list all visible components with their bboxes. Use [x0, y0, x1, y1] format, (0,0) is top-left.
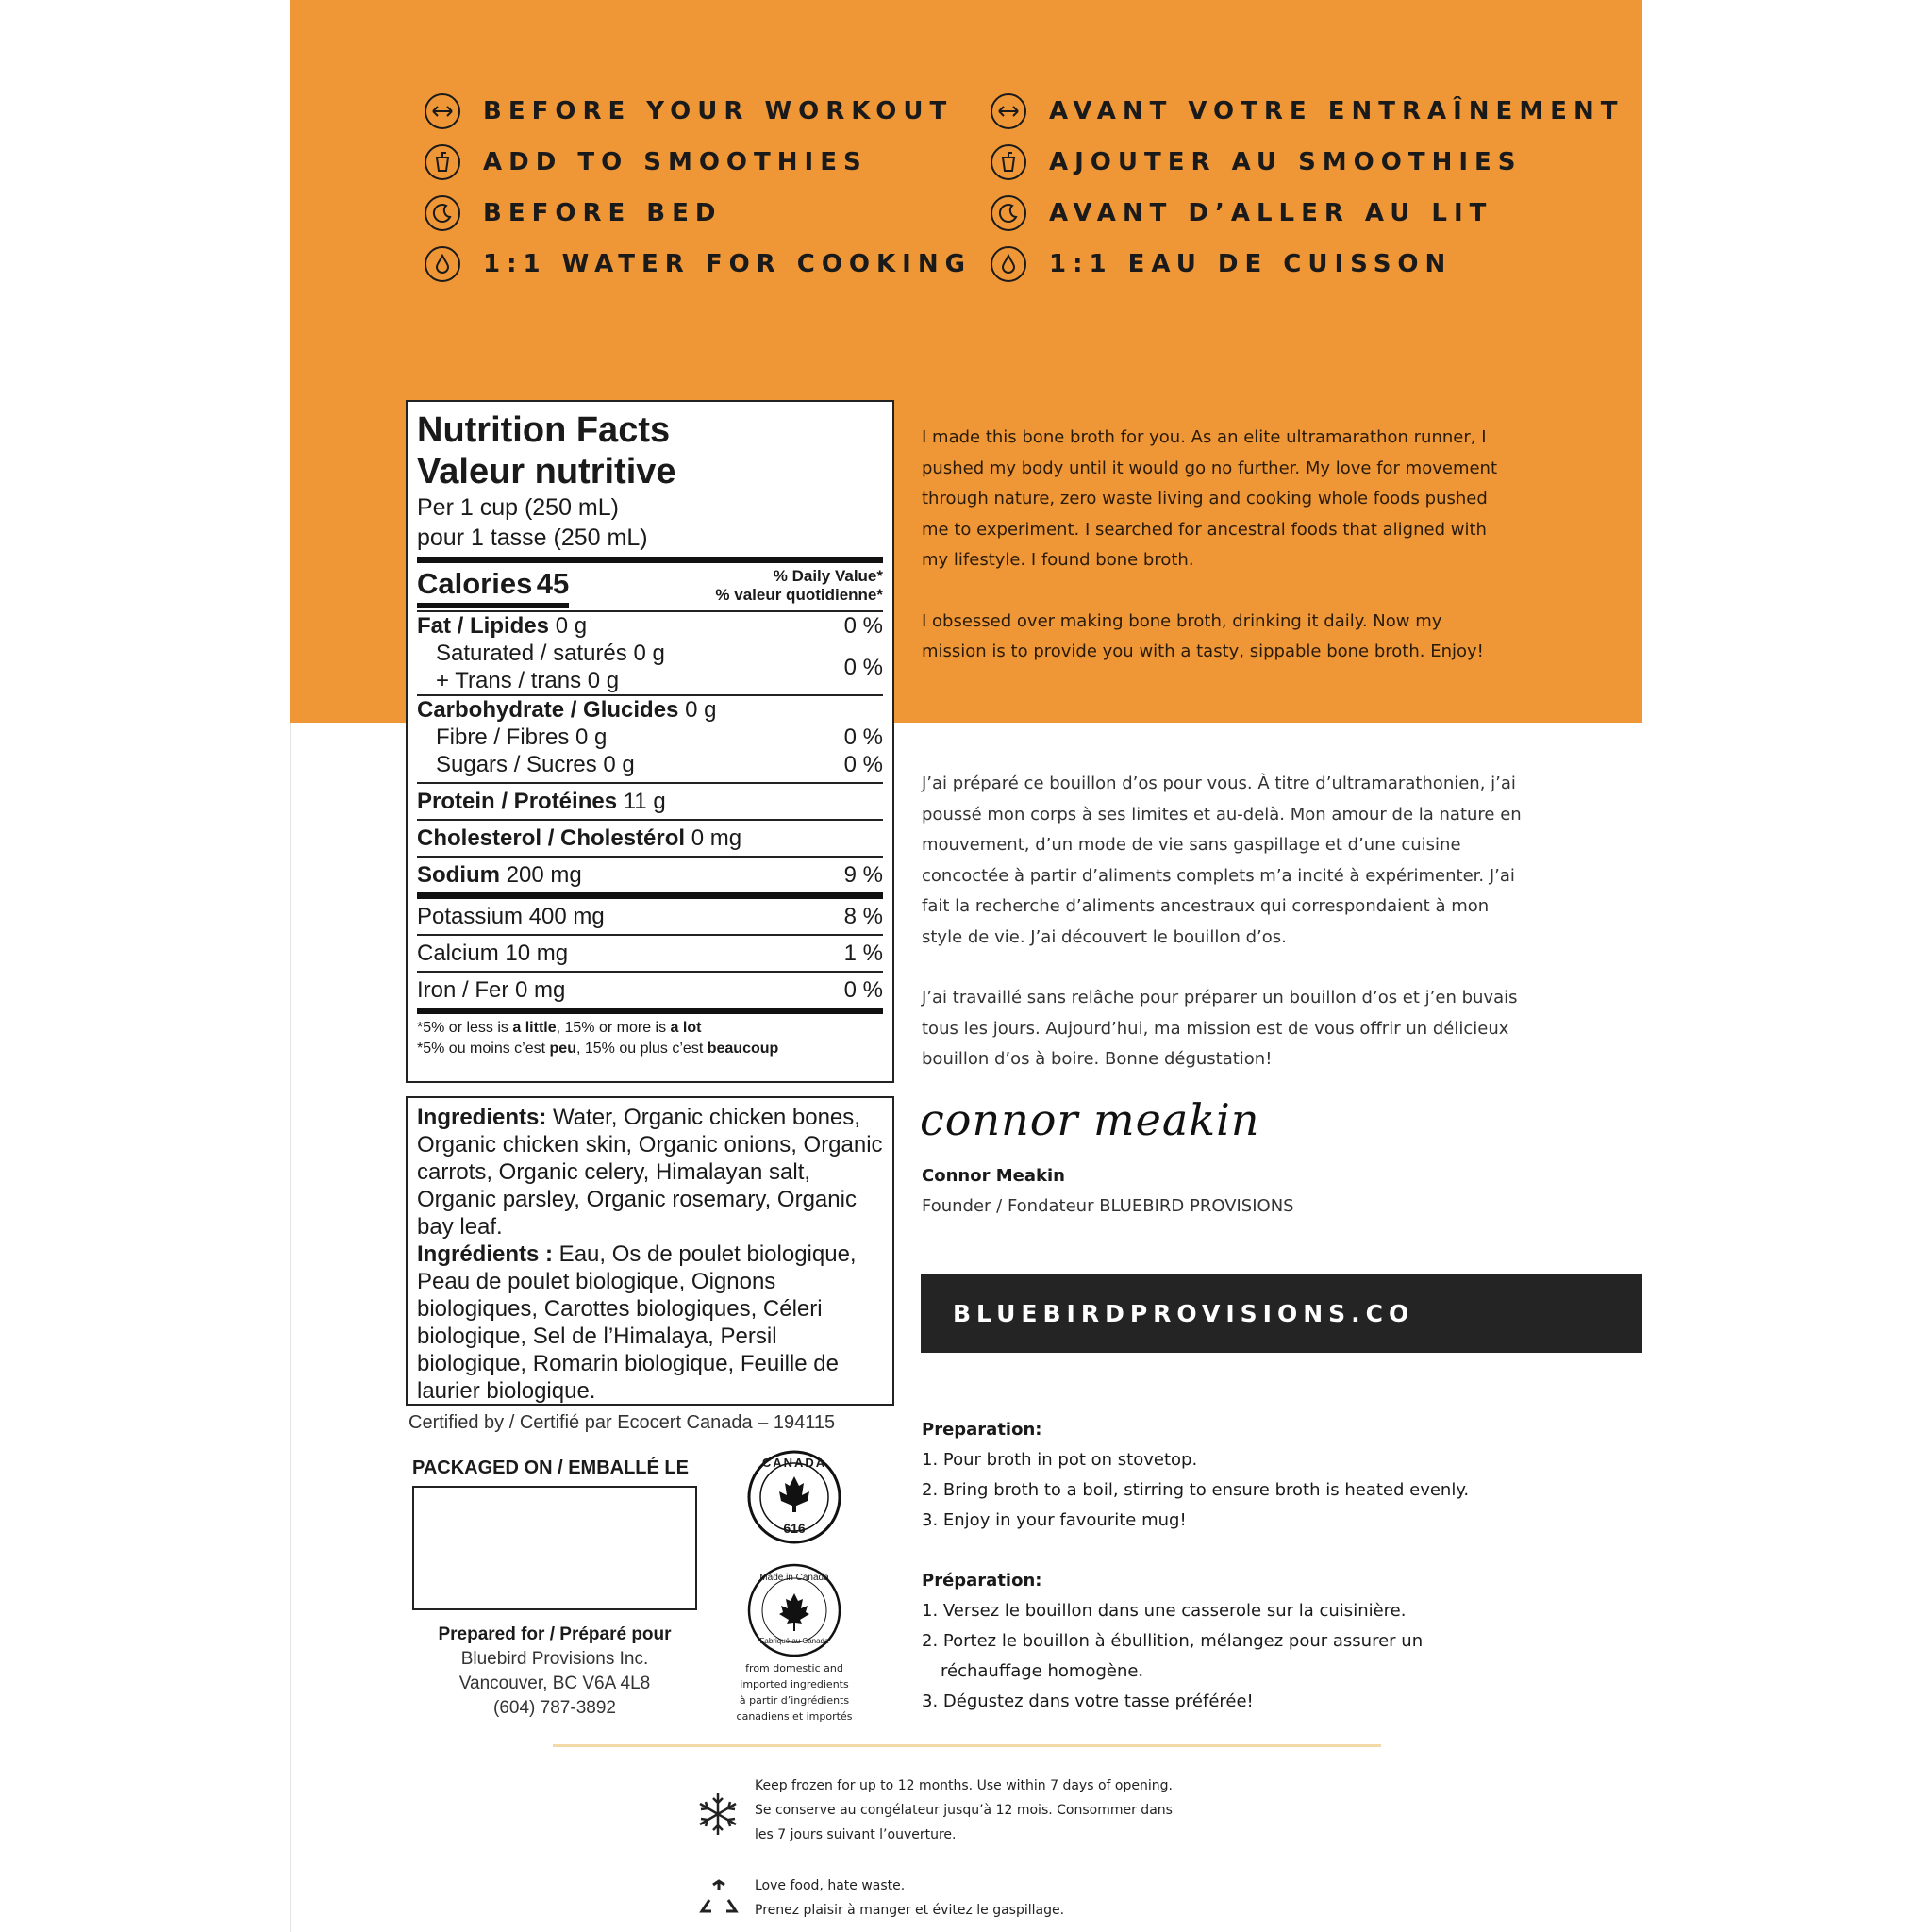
sodium-row: Sodium 200 mg 9 % — [417, 862, 883, 888]
storage-text: Keep frozen for up to 12 months. Use within 7 days of opening. Se conserve au congélateur jusqu’à 12 mois. Consommer dans les 7 jours suivant l’ouverture. — [755, 1778, 1173, 1842]
nutrition-title-fr: Valeur nutritive — [417, 452, 676, 491]
cholesterol-row: Cholesterol / Cholestérol 0 mg — [417, 825, 742, 851]
saturated-trans-row: Saturated / saturés 0 g + Trans / trans 0 g 0 % — [436, 641, 883, 693]
calories-value: 45 — [536, 567, 570, 600]
waste-text: Love food, hate waste. Prenez plaisir à manger et évitez le gaspillage. — [755, 1878, 1065, 1918]
packaged-date-box — [412, 1486, 697, 1610]
arrows-icon — [425, 93, 460, 129]
smoothie-cup-icon — [991, 144, 1026, 180]
usage-item-cooking-en: 1:1 WATER FOR COOKING — [425, 243, 972, 285]
iron-row: Iron / Fer 0 mg 0 % — [417, 977, 883, 1003]
certification-text: Certified by / Certifié par Ecocert Canada – 194115 — [408, 1412, 836, 1433]
daily-value-header-fr: % valeur quotidienne* — [715, 586, 883, 604]
founder-name: Connor Meakin — [922, 1166, 1065, 1186]
founder-title: Founder / Fondateur BLUEBIRD PROVISIONS — [922, 1196, 1294, 1216]
preparation-fr: Préparation: 1. Versez le bouillon dans une casserole sur la cuisinière. 2. Portez le bouillon à ébullition, mélangez pour assurer un réchauffage homogène. 3. Dégustez dans votre tasse préférée! — [922, 1571, 1424, 1711]
daily-value-footnote: *5% or less is a little, 15% or more is a lot *5% ou moins c’est peu, 15% ou plus c’est beaucoup — [417, 1020, 779, 1057]
nutrition-facts-table — [406, 400, 894, 1083]
calories-row — [417, 567, 883, 605]
fibre-row: Fibre / Fibres 0 g 0 % — [436, 724, 883, 750]
usage-item-smoothies-fr: AJOUTER AU SMOOTHIES — [991, 142, 1523, 183]
smoothie-cup-icon — [425, 144, 460, 180]
serving-size-fr: pour 1 tasse (250 mL) — [417, 525, 648, 551]
protein-row: Protein / Protéines 11 g — [417, 789, 666, 814]
divider-thick — [417, 557, 883, 563]
arrows-icon — [991, 93, 1026, 129]
founder-signature: connor meakin — [920, 1094, 1260, 1145]
recycle-icon — [698, 1877, 740, 1924]
water-drop-icon — [991, 246, 1026, 282]
usage-item-cooking-fr: 1:1 EAU DE CUISSON — [991, 243, 1452, 285]
ingredients-en: Ingredients: Water, Organic chicken bones, Organic chicken skin, Organic onions, Organic carrots, Organic celery, Himalayan salt, Organic parsley, Organic rosemary, Organic bay leaf. — [417, 1105, 883, 1240]
moon-icon — [425, 195, 460, 231]
prepared-for-block: Prepared for / Préparé pour Bluebird Provisions Inc. Vancouver, BC V6A 4L8 (604) 787-3892 — [438, 1624, 672, 1718]
founder-story-fr: J’ai préparé ce bouillon d’os pour vous. À titre d’ultramarathonien, j’ai poussé mon corps à ses limites et au-delà. Mon amour de la nature en mouvement, d’un mode de vie sans gaspillage et d’une cuisine concoctée à partir d’aliments complets m’a incité à expérimenter. J’ai fait la recherche d’aliments ancestraux qui correspondaient à mon style de vie. J’ai découvert le bouillon d’os. J’ai travaillé sans relâche pour préparer un bouillon d’os et j’en buvais tous les jours. Aujourd’hui, ma mission est de vous offrir un délicieux bouillon d’os à boire. Bonne dégustation! — [922, 774, 1522, 1069]
moon-icon — [991, 195, 1026, 231]
usage-item-smoothies-en: ADD TO SMOOTHIES — [425, 142, 868, 183]
packaged-on-label: PACKAGED ON / EMBALLÉ LE — [412, 1457, 689, 1478]
usage-item-bed-en: BEFORE BED — [425, 192, 722, 234]
made-in-canada-badge: Made in Canada Fabriqué au Canada — [745, 1561, 843, 1659]
potassium-row: Potassium 400 mg 8 % — [417, 904, 883, 929]
canada-organic-badge: CANADA 616 — [745, 1448, 843, 1546]
sugars-row: Sugars / Sucres 0 g 0 % — [436, 752, 883, 777]
calcium-row: Calcium 10 mg 1 % — [417, 941, 883, 966]
snowflake-icon — [694, 1790, 741, 1842]
water-drop-icon — [425, 246, 460, 282]
fat-row: Fat / Lipides 0 g 0 % — [417, 613, 883, 639]
daily-value-header-en: % Daily Value* — [773, 567, 883, 585]
serving-size-en: Per 1 cup (250 mL) — [417, 494, 619, 521]
ingredients-fr: Ingrédients : Eau, Os de poulet biologique, Peau de poulet biologique, Oignons biologiques, Carottes biologiques, Céleri biologique, Sel de l’Himalaya, Persil biologique, Romarin biologique, Feuille de laurier biologique. — [417, 1241, 857, 1404]
carbohydrate-row: Carbohydrate / Glucides 0 g — [417, 697, 717, 723]
preparation-en: Preparation: 1. Pour broth in pot on stovetop. 2. Bring broth to a boil, stirring to ensure broth is heated evenly. 3. Enjoy in your favourite mug! — [922, 1420, 1470, 1530]
section-divider — [553, 1744, 1381, 1747]
usage-item-bed-fr: AVANT D’ALLER AU LIT — [991, 192, 1492, 234]
calories-label: Calories — [417, 567, 533, 600]
ingredients-box — [406, 1096, 894, 1406]
usage-item-workout-fr: AVANT VOTRE ENTRAÎNEMENT — [991, 91, 1624, 132]
website-url[interactable]: BLUEBIRDPROVISIONS.CO — [953, 1299, 1415, 1327]
ingredient-origin-note: from domestic and imported ingredients à partir d’ingrédients canadiens et importés — [736, 1662, 853, 1723]
website-banner — [921, 1274, 1642, 1353]
nutrition-title-en: Nutrition Facts — [417, 410, 671, 450]
founder-story-en: I made this bone broth for you. As an elite ultramarathon runner, I pushed my body until it would go no further. My love for movement through nature, zero waste living and cooking whole foods pushed me to experiment. I searched for ancestral foods that aligned with my lifestyle. I found bone broth. I obsessed over making bone broth, drinking it daily. Now my mission is to provide you with a tasty, sippable bone broth. Enjoy! — [922, 427, 1498, 661]
label-edge-line — [290, 723, 291, 1932]
usage-item-workout-en: BEFORE YOUR WORKOUT — [425, 91, 953, 132]
